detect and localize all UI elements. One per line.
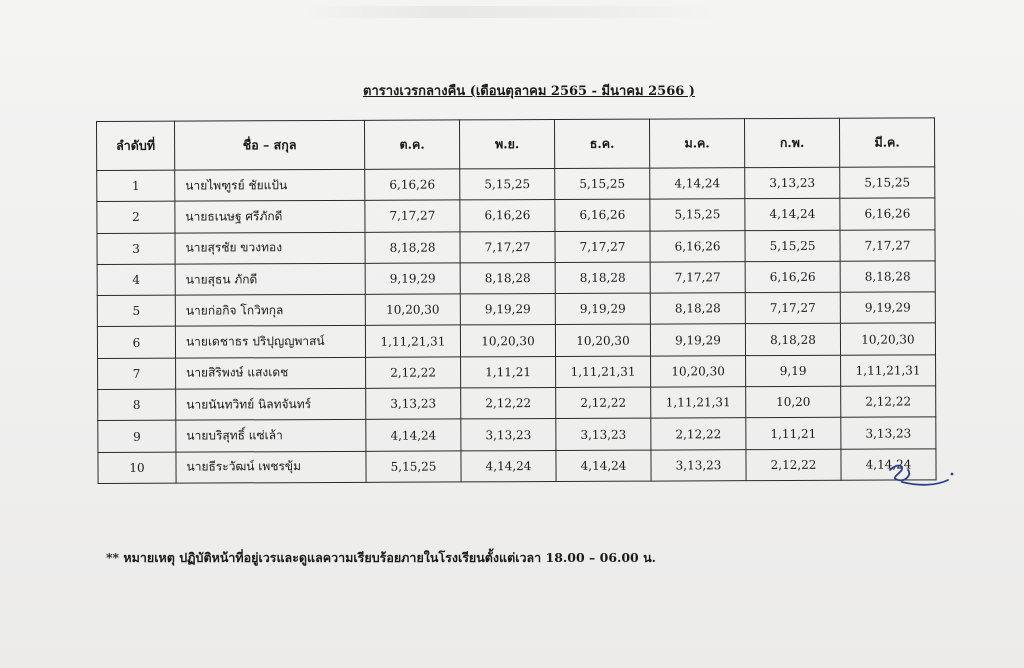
duty-dates-cell: 9,19,29: [840, 292, 935, 324]
column-header: ธ.ค.: [554, 119, 649, 168]
night-duty-table: [96, 117, 937, 484]
duty-dates-cell: 4,14,24: [650, 168, 745, 200]
name-cell: นายไพฑูรย์ ชัยแป้น: [175, 169, 365, 201]
table-row: [97, 323, 935, 358]
duty-dates-cell: 10,20,30: [840, 323, 935, 355]
duty-dates-cell: 7,17,27: [840, 229, 935, 261]
row-number-cell: 6: [97, 327, 175, 359]
duty-dates-cell: 2,12,22: [651, 418, 746, 450]
document-title: ตารางเวรกลางคืน (เดือนตุลาคม 2565 - มีนาคม 2566 ): [363, 84, 695, 99]
duty-dates-cell: 6,16,26: [365, 169, 460, 201]
name-cell: นายสุรชัย ขวงทอง: [175, 232, 365, 264]
duty-dates-cell: 2,12,22: [841, 386, 936, 418]
table-row: [98, 417, 936, 452]
duty-dates-cell: 9,19: [746, 355, 841, 387]
duty-dates-cell: 5,15,25: [366, 451, 461, 483]
row-number-cell: 5: [97, 295, 175, 327]
duty-dates-cell: 8,18,28: [460, 262, 555, 294]
table-row: [97, 198, 935, 233]
duty-dates-cell: 8,18,28: [555, 262, 650, 294]
bleed-through-text: [300, 6, 720, 18]
duty-dates-cell: 7,17,27: [555, 231, 650, 263]
duty-dates-cell: 8,18,28: [650, 293, 745, 325]
duty-dates-cell: 3,13,23: [745, 167, 840, 199]
duty-dates-cell: 7,17,27: [745, 292, 840, 324]
duty-dates-cell: 5,15,25: [840, 167, 935, 199]
duty-dates-cell: 9,19,29: [650, 324, 745, 356]
duty-dates-cell: 9,19,29: [555, 293, 650, 325]
duty-dates-cell: 3,13,23: [556, 418, 651, 450]
duty-dates-cell: 4,14,24: [745, 199, 840, 231]
duty-dates-cell: 10,20: [746, 386, 841, 418]
duty-dates-cell: 1,11,21: [746, 418, 841, 450]
duty-dates-cell: 3,13,23: [651, 449, 746, 481]
name-cell: นายก่อกิจ โกวิทกุล: [175, 295, 365, 327]
duty-dates-cell: 6,16,26: [840, 198, 935, 230]
duty-dates-cell: 2,12,22: [461, 388, 556, 420]
duty-dates-cell: 10,20,30: [365, 294, 460, 326]
row-number-cell: 2: [97, 201, 175, 233]
duty-dates-cell: 1,11,21: [461, 356, 556, 388]
duty-dates-cell: 6,16,26: [555, 199, 650, 231]
name-cell: นายเดชาธร ปริปุญญพาสน์: [175, 326, 365, 358]
table-row: [97, 292, 935, 327]
duty-dates-cell: 9,19,29: [460, 294, 555, 326]
duty-dates-cell: 7,17,27: [650, 262, 745, 294]
row-number-cell: 7: [98, 358, 176, 390]
duty-dates-cell: 1,11,21,31: [556, 356, 651, 388]
duty-dates-cell: 9,19,29: [365, 263, 460, 295]
column-header: ลำดับที่: [97, 121, 175, 170]
duty-dates-cell: 10,20,30: [555, 325, 650, 357]
row-number-cell: 10: [98, 452, 176, 484]
column-header: ชื่อ – สกุล: [175, 120, 365, 170]
duty-dates-cell: 1,11,21,31: [365, 325, 460, 357]
duty-dates-cell: 5,15,25: [745, 230, 840, 262]
column-header: ต.ค.: [364, 120, 459, 169]
table-row: [97, 229, 935, 264]
column-header: มี.ค.: [839, 118, 934, 167]
table-row: [98, 355, 936, 390]
duty-dates-cell: 7,17,27: [365, 200, 460, 232]
name-cell: นายนันทวิทย์ นิลทจันทร์: [176, 388, 366, 420]
handwritten-signature: [878, 458, 958, 494]
row-number-cell: 9: [98, 421, 176, 453]
duty-dates-cell: 4,14,24: [461, 450, 556, 482]
duty-dates-cell: 6,16,26: [745, 261, 840, 293]
name-cell: นายธเนษฐ ศรีภักดี: [175, 201, 365, 233]
duty-dates-cell: 2,12,22: [366, 357, 461, 389]
duty-dates-cell: 8,18,28: [745, 324, 840, 356]
duty-dates-cell: 8,18,28: [365, 232, 460, 264]
table-body: [97, 167, 936, 484]
duty-dates-cell: 4,14,24: [841, 449, 936, 481]
table-header-row: [97, 118, 935, 171]
duty-dates-cell: 2,12,22: [746, 449, 841, 481]
name-cell: นายธีระวัฒน์ เพชรขุ้ม: [176, 451, 366, 483]
duty-dates-cell: 4,14,24: [556, 450, 651, 482]
column-header: ก.พ.: [744, 118, 839, 167]
duty-dates-cell: 5,15,25: [460, 168, 555, 200]
row-number-cell: 4: [97, 264, 175, 296]
duty-dates-cell: 1,11,21,31: [651, 387, 746, 419]
duty-dates-cell: 6,16,26: [460, 200, 555, 232]
column-header: พ.ย.: [459, 119, 554, 168]
row-number-cell: 3: [97, 233, 175, 265]
duty-dates-cell: 5,15,25: [650, 199, 745, 231]
table-row: [98, 449, 936, 484]
duty-dates-cell: 6,16,26: [650, 230, 745, 262]
duty-dates-cell: 3,13,23: [461, 419, 556, 451]
footnote-remark: ** หมายเหตุ ปฏิบัติหน้าที่อยู่เวรและดูแลความเรียบร้อยภายในโรงเรียนตั้งแต่เวลา 18.00 – 06.00 น.: [106, 550, 657, 565]
duty-dates-cell: 2,12,22: [556, 387, 651, 419]
duty-dates-cell: 10,20,30: [460, 325, 555, 357]
duty-dates-cell: 3,13,23: [366, 388, 461, 420]
duty-dates-cell: 7,17,27: [460, 231, 555, 263]
table-row: [97, 167, 935, 202]
name-cell: นายบริสุทธิ์ แซ่เล้า: [176, 420, 366, 452]
row-number-cell: 8: [98, 389, 176, 421]
table-row: [98, 386, 936, 421]
row-number-cell: 1: [97, 170, 175, 202]
duty-dates-cell: 3,13,23: [841, 417, 936, 449]
duty-dates-cell: 8,18,28: [840, 261, 935, 293]
duty-dates-cell: 4,14,24: [366, 419, 461, 451]
name-cell: นายสุธน ภักดี: [175, 263, 365, 295]
duty-dates-cell: 5,15,25: [555, 168, 650, 200]
table-row: [97, 261, 935, 296]
column-header: ม.ค.: [649, 119, 744, 168]
duty-dates-cell: 1,11,21,31: [841, 355, 936, 387]
duty-dates-cell: 10,20,30: [651, 355, 746, 387]
name-cell: นายสิริพงษ์ แสงเดช: [176, 357, 366, 389]
